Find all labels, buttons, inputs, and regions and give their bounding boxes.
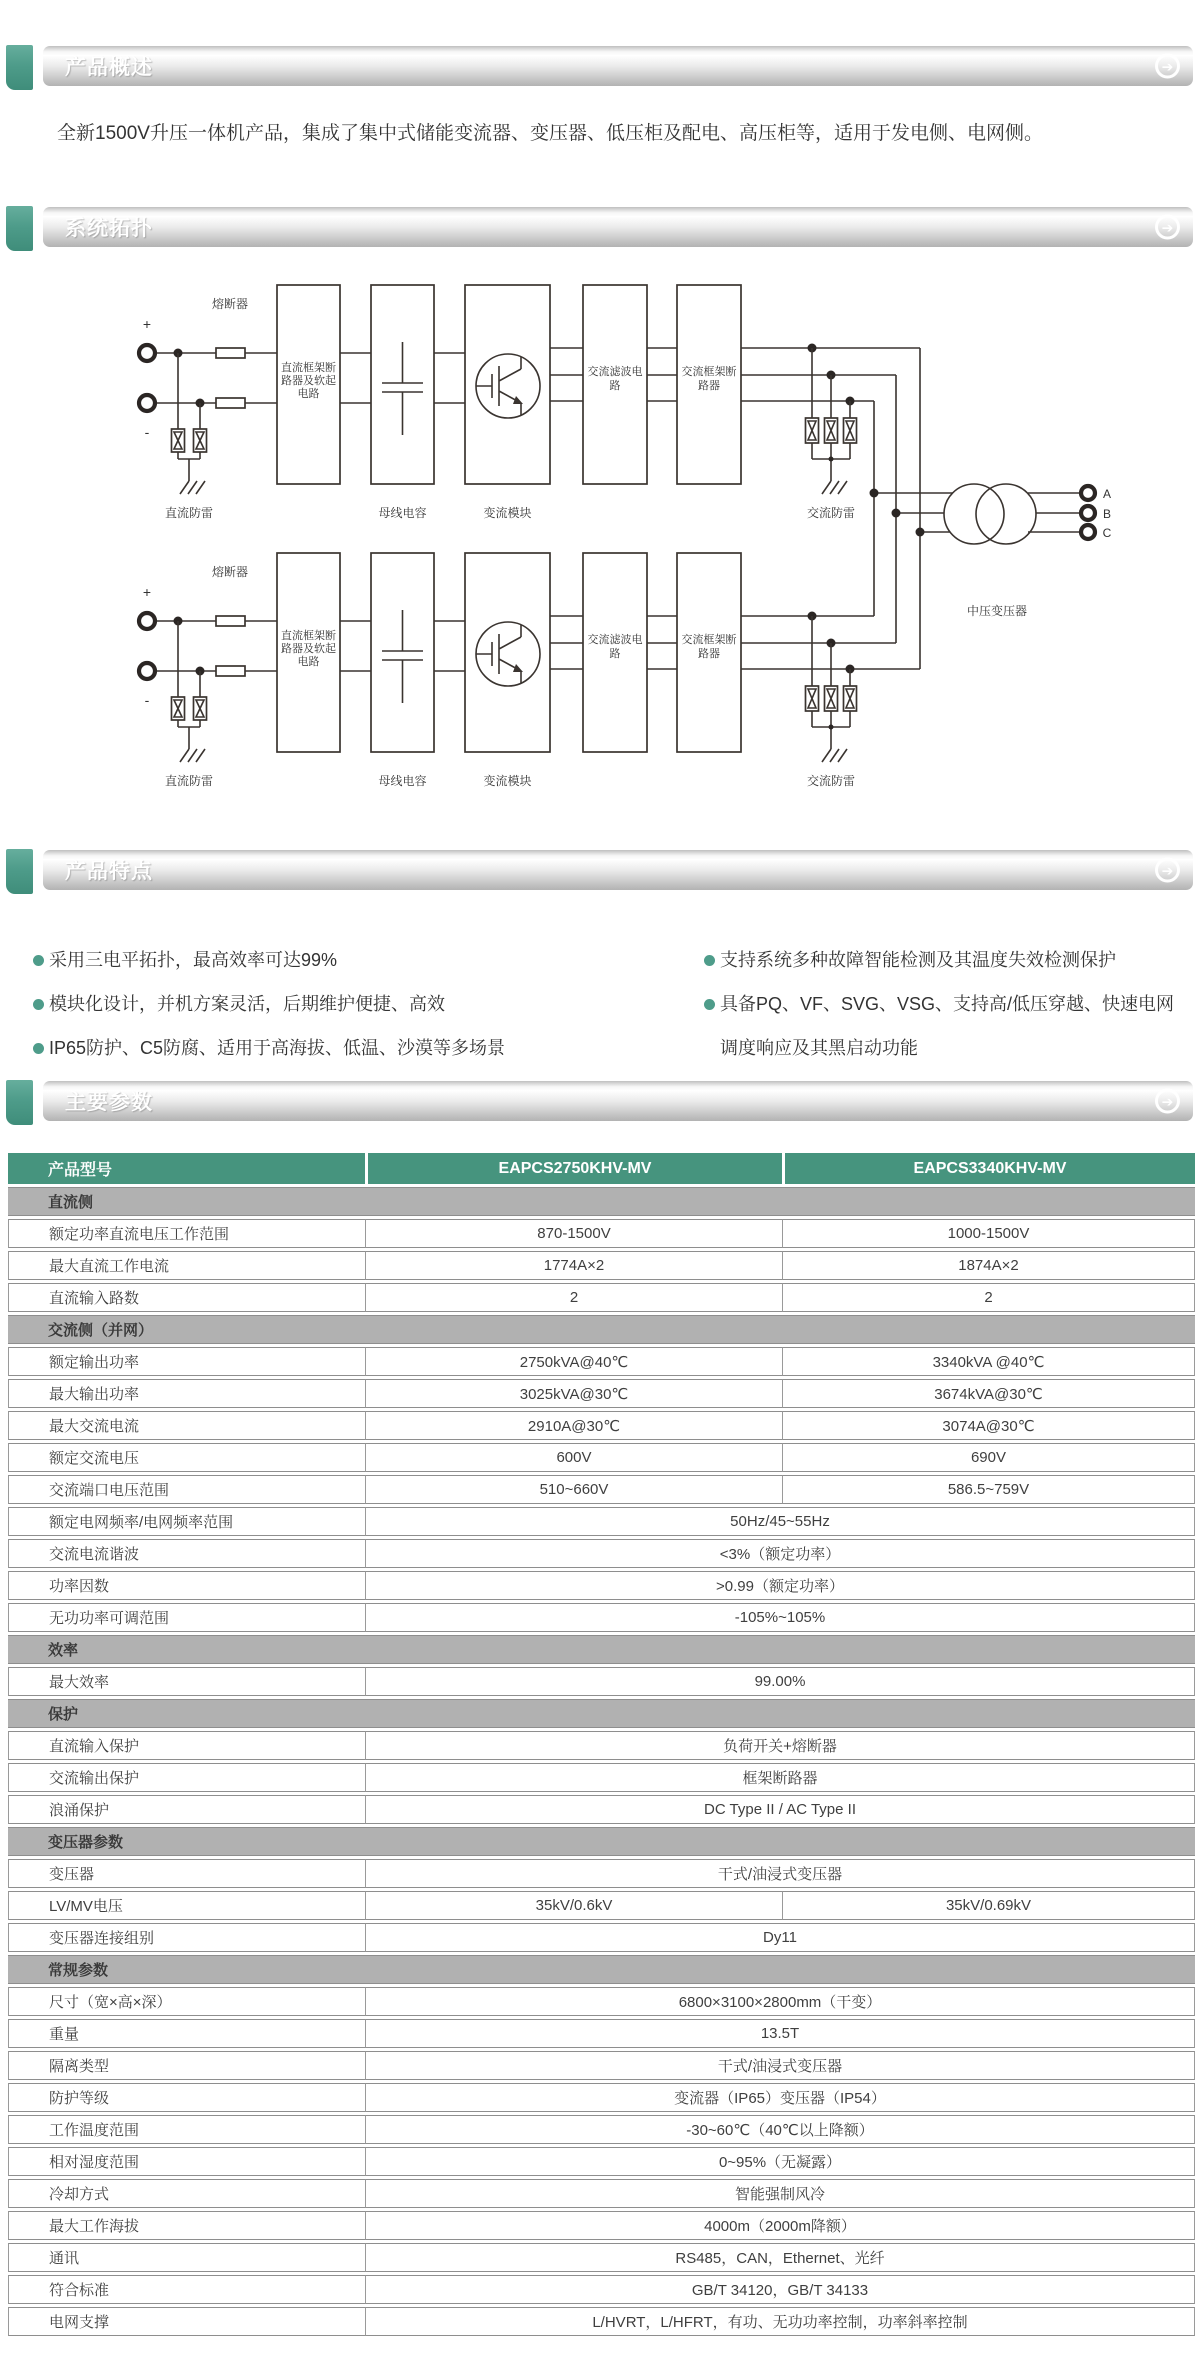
param-label: 额定输出功率 xyxy=(8,1347,365,1376)
label-phase-a: A xyxy=(1102,487,1112,501)
section-row xyxy=(8,1955,1195,1984)
param-value: 586.5~759V xyxy=(782,1475,1195,1504)
phase-b-terminal-icon xyxy=(1081,506,1095,520)
table-header-model: EAPCS2750KHV-MV xyxy=(365,1153,782,1184)
table-row xyxy=(8,1283,1195,1312)
param-value: 4000m（2000m降额） xyxy=(365,2211,1195,2240)
param-value: 2 xyxy=(365,1283,782,1312)
table-row xyxy=(8,1763,1195,1792)
param-label: 尺寸（宽×高×深） xyxy=(8,1987,365,2016)
table-row xyxy=(8,1731,1195,1760)
param-label: 最大工作海拔 xyxy=(8,2211,365,2240)
section-label: 常规参数 xyxy=(8,1955,1195,1984)
table-header-model: EAPCS3340KHV-MV xyxy=(782,1153,1195,1184)
section-header-parameters xyxy=(6,1080,1193,1125)
param-value: 99.00% xyxy=(365,1667,1195,1696)
param-label: 变压器连接组别 xyxy=(8,1923,365,1952)
param-value: 600V xyxy=(365,1443,782,1472)
parameters-table xyxy=(8,1150,1195,2339)
label-phase-c: C xyxy=(1102,526,1112,540)
param-label: 交流输出保护 xyxy=(8,1763,365,1792)
param-label: 最大效率 xyxy=(8,1667,365,1696)
features-right xyxy=(704,938,1188,1070)
junction-dot xyxy=(916,528,925,537)
param-value: 1874A×2 xyxy=(782,1251,1195,1280)
table-row xyxy=(8,2179,1195,2208)
table-row xyxy=(8,1251,1195,1280)
param-value: 510~660V xyxy=(365,1475,782,1504)
param-label: LV/MV电压 xyxy=(8,1891,365,1920)
section-title-features: 产品特点 xyxy=(65,860,153,883)
table-row xyxy=(8,2051,1195,2080)
section-banner xyxy=(43,207,1193,247)
transformer-outputs xyxy=(1028,486,1112,540)
section-header-topology xyxy=(6,206,1193,251)
param-label: 工作温度范围 xyxy=(8,2115,365,2144)
table-row xyxy=(8,1443,1195,1472)
section-tab-icon xyxy=(6,206,33,251)
param-value: Dy11 xyxy=(365,1923,1195,1952)
feature-item xyxy=(33,982,633,1026)
param-label: 额定交流电压 xyxy=(8,1443,365,1472)
table-row xyxy=(8,1891,1195,1920)
param-value: -30~60℃（40℃以上降额） xyxy=(365,2115,1195,2144)
table-row xyxy=(8,1571,1195,1600)
param-value: 35kV/0.69kV xyxy=(782,1891,1195,1920)
section-banner xyxy=(43,46,1193,86)
table-row xyxy=(8,1795,1195,1824)
param-label: 电网支撑 xyxy=(8,2307,365,2336)
section-row xyxy=(8,1827,1195,1856)
bullet-icon xyxy=(33,999,44,1010)
table-row xyxy=(8,1411,1195,1440)
param-value: >0.99（额定功率） xyxy=(365,1571,1195,1600)
parameters-table-body xyxy=(8,1187,1195,2336)
feature-item xyxy=(33,938,633,982)
feature-text: 支持系统多种故障智能检测及其温度失效检测保护 xyxy=(720,950,1116,970)
phase-a-terminal-icon xyxy=(1081,486,1095,500)
param-label: 交流端口电压范围 xyxy=(8,1475,365,1504)
param-value: 2750kVA@40℃ xyxy=(365,1347,782,1376)
param-value: 变流器（IP65）变压器（IP54） xyxy=(365,2083,1195,2112)
circle-arrow-icon: ➔ xyxy=(1155,54,1180,79)
param-value: GB/T 34120，GB/T 34133 xyxy=(365,2275,1195,2304)
table-row xyxy=(8,1379,1195,1408)
param-label: 交流电流谐波 xyxy=(8,1539,365,1568)
param-value: 框架断路器 xyxy=(365,1763,1195,1792)
table-row xyxy=(8,1923,1195,1952)
param-value: 3674kVA@30℃ xyxy=(782,1379,1195,1408)
param-value: 1774A×2 xyxy=(365,1251,782,1280)
param-label: 相对湿度范围 xyxy=(8,2147,365,2176)
section-tab-icon xyxy=(6,45,33,90)
param-label: 最大直流工作电流 xyxy=(8,1251,365,1280)
param-value: 干式/油浸式变压器 xyxy=(365,1859,1195,1888)
feature-text: IP65防护、C5防腐、适用于高海拔、低温、沙漠等多场景 xyxy=(49,1038,506,1058)
features-left xyxy=(33,938,633,1070)
junction-dot xyxy=(892,509,901,518)
phase-wire xyxy=(855,401,874,616)
param-value: L/HVRT，L/HFRT，有功、无功功率控制，功率斜率控制 xyxy=(365,2307,1195,2336)
label-mv-transformer: 中压变压器 xyxy=(966,604,1028,618)
param-value: RS485，CAN，Ethernet、光纤 xyxy=(365,2243,1195,2272)
param-value: 2 xyxy=(782,1283,1195,1312)
param-value: <3%（额定功率） xyxy=(365,1539,1195,1568)
phase-wire xyxy=(855,348,920,669)
param-label: 无功功率可调范围 xyxy=(8,1603,365,1632)
table-header-label: 产品型号 xyxy=(8,1153,365,1184)
table-row xyxy=(8,2211,1195,2240)
converter-chain-1 xyxy=(139,285,857,520)
param-value: 智能强制风冷 xyxy=(365,2179,1195,2208)
section-label: 交流侧（并网） xyxy=(8,1315,1195,1344)
table-row xyxy=(8,2275,1195,2304)
param-value: 3025kVA@30℃ xyxy=(365,1379,782,1408)
param-value: 50Hz/45~55Hz xyxy=(365,1507,1195,1536)
section-row xyxy=(8,1187,1195,1216)
param-label: 变压器 xyxy=(8,1859,365,1888)
bullet-icon xyxy=(704,955,715,966)
label-phase-b: B xyxy=(1102,507,1112,521)
feature-text: 采用三电平拓扑，最高效率可达99% xyxy=(49,950,338,970)
bullet-icon xyxy=(33,955,44,966)
phase-wire xyxy=(855,375,896,643)
section-header-overview xyxy=(6,45,1193,90)
param-value: 35kV/0.6kV xyxy=(365,1891,782,1920)
section-tab-icon xyxy=(6,849,33,894)
section-tab-icon xyxy=(6,1080,33,1125)
table-row xyxy=(8,2147,1195,2176)
table-row xyxy=(8,1603,1195,1632)
param-label: 防护等级 xyxy=(8,2083,365,2112)
param-value: 6800×3100×2800mm（干变） xyxy=(365,1987,1195,2016)
param-label: 浪涌保护 xyxy=(8,1795,365,1824)
section-label: 变压器参数 xyxy=(8,1827,1195,1856)
param-value: 1000-1500V xyxy=(782,1219,1195,1248)
table-row xyxy=(8,1475,1195,1504)
feature-text: 模块化设计，并机方案灵活，后期维护便捷、高效 xyxy=(49,994,445,1014)
table-row xyxy=(8,1667,1195,1696)
table-row xyxy=(8,2083,1195,2112)
param-label: 隔离类型 xyxy=(8,2051,365,2080)
table-row xyxy=(8,2115,1195,2144)
param-label: 最大输出功率 xyxy=(8,1379,365,1408)
param-value: 干式/油浸式变压器 xyxy=(365,2051,1195,2080)
param-value: DC Type II / AC Type II xyxy=(365,1795,1195,1824)
circle-arrow-icon: ➔ xyxy=(1155,858,1180,883)
section-title-topology: 系统拓扑 xyxy=(65,217,153,240)
param-label: 冷却方式 xyxy=(8,2179,365,2208)
section-row xyxy=(8,1315,1195,1344)
section-header-features xyxy=(6,849,1193,894)
mv-transformer-icon xyxy=(944,484,1036,544)
parameters-table-head xyxy=(8,1153,1195,1184)
table-row xyxy=(8,1539,1195,1568)
feature-text: 具备PQ、VF、SVG、VSG、支持高/低压穿越、快速电网调度响应及其黑启动功能 xyxy=(720,994,1175,1058)
bullet-icon xyxy=(33,1043,44,1054)
bullet-icon xyxy=(704,999,715,1010)
table-row xyxy=(8,2307,1195,2336)
section-row xyxy=(8,1699,1195,1728)
section-title-overview: 产品概述 xyxy=(65,56,153,79)
topology-diagram xyxy=(85,263,1125,803)
param-label: 直流输入保护 xyxy=(8,1731,365,1760)
table-row xyxy=(8,1987,1195,2016)
section-banner xyxy=(43,1081,1193,1121)
section-banner xyxy=(43,850,1193,890)
param-label: 通讯 xyxy=(8,2243,365,2272)
table-row xyxy=(8,2019,1195,2048)
param-label: 直流输入路数 xyxy=(8,1283,365,1312)
table-row xyxy=(8,1347,1195,1376)
section-label: 效率 xyxy=(8,1635,1195,1664)
feature-item xyxy=(704,938,1188,982)
param-value: 13.5T xyxy=(365,2019,1195,2048)
param-value: 2910A@30℃ xyxy=(365,1411,782,1440)
param-label: 重量 xyxy=(8,2019,365,2048)
table-row xyxy=(8,1219,1195,1248)
table-header-row xyxy=(8,1153,1195,1184)
section-row xyxy=(8,1635,1195,1664)
param-value: 负荷开关+熔断器 xyxy=(365,1731,1195,1760)
features-list xyxy=(33,938,1200,1070)
param-value: 690V xyxy=(782,1443,1195,1472)
section-label: 保护 xyxy=(8,1699,1195,1728)
param-label: 功率因数 xyxy=(8,1571,365,1600)
table-row xyxy=(8,2243,1195,2272)
feature-item xyxy=(704,982,1188,1070)
feature-item xyxy=(33,1026,633,1070)
param-value: 870-1500V xyxy=(365,1219,782,1248)
phase-c-terminal-icon xyxy=(1081,525,1095,539)
param-value: 0~95%（无凝露） xyxy=(365,2147,1195,2176)
topology-diagram-svg xyxy=(85,263,1125,803)
param-label: 最大交流电流 xyxy=(8,1411,365,1440)
param-label: 额定功率直流电压工作范围 xyxy=(8,1219,365,1248)
table-row xyxy=(8,1859,1195,1888)
circle-arrow-icon: ➔ xyxy=(1155,215,1180,240)
param-value: 3074A@30℃ xyxy=(782,1411,1195,1440)
section-label: 直流侧 xyxy=(8,1187,1195,1216)
param-value: -105%~105% xyxy=(365,1603,1195,1632)
param-value: 3340kVA @40℃ xyxy=(782,1347,1195,1376)
param-label: 额定电网频率/电网频率范围 xyxy=(8,1507,365,1536)
circle-arrow-icon: ➔ xyxy=(1155,1089,1180,1114)
param-label: 符合标准 xyxy=(8,2275,365,2304)
table-row xyxy=(8,1507,1195,1536)
converter-chain-2 xyxy=(139,553,857,788)
section-title-parameters: 主要参数 xyxy=(65,1091,153,1114)
junction-dot xyxy=(870,489,879,498)
overview-description: 全新1500V升压一体机产品，集成了集中式储能变流器、变压器、低压柜及配电、高压柜等，适用于发电侧、电网侧。 xyxy=(57,123,1043,144)
